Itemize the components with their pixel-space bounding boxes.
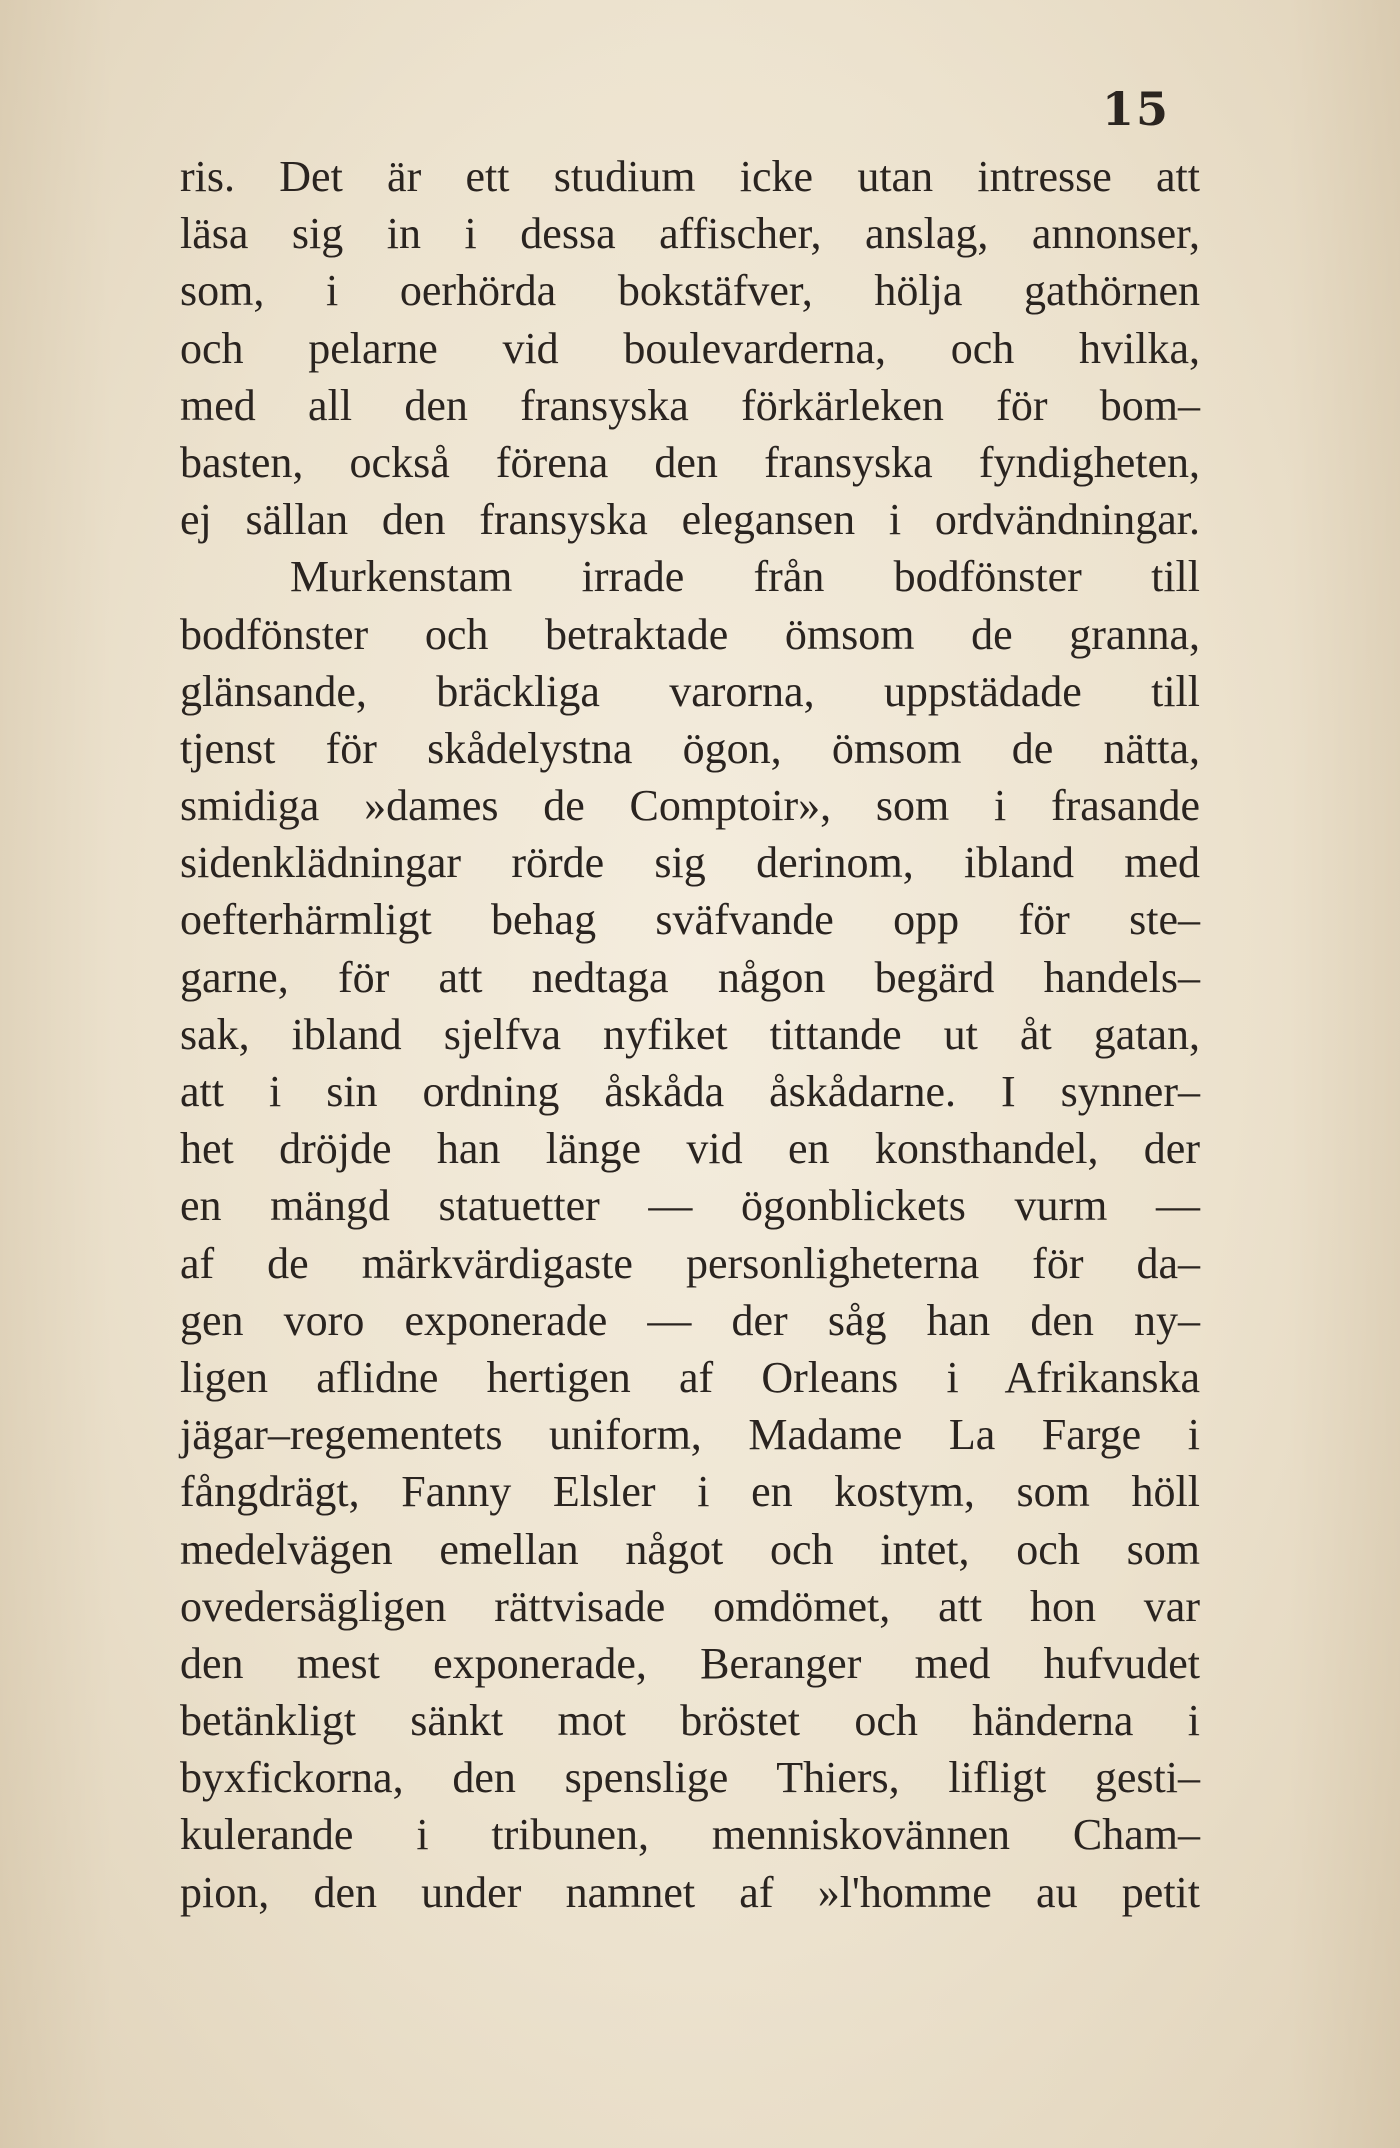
- text-line: bodfönster och betraktade ömsom de granna,: [180, 609, 1200, 659]
- text-line: som, i oerhörda bokstäfver, hölja gathörnen: [180, 266, 1200, 316]
- text-line: ligen aflidne hertigen af Orleans i Afrikanska: [180, 1352, 1200, 1402]
- text-line: betänkligt sänkt mot bröstet och händerna i: [180, 1696, 1200, 1746]
- text-line: oefterhärmligt behag sväfvande opp för ste–: [180, 895, 1200, 945]
- text-line: Murkenstam irrade från bodfönster till: [290, 552, 1200, 602]
- text-line: basten, också förena den fransyska fyndigheten,: [180, 437, 1200, 487]
- text-line: läsa sig in i dessa affischer, anslag, annonser,: [180, 209, 1200, 259]
- text-line: het dröjde han länge vid en konsthandel, der: [180, 1124, 1200, 1174]
- text-line: glänsande, bräckliga varorna, uppstädade till: [180, 666, 1200, 716]
- text-line: ris. Det är ett studium icke utan intresse att: [180, 152, 1200, 201]
- text-line: smidiga »dames de Comptoir», som i frasande: [180, 781, 1200, 831]
- text-line: en mängd statuetter — ögonblickets vurm —: [180, 1181, 1200, 1231]
- text-line: medelvägen emellan något och intet, och som: [180, 1524, 1200, 1574]
- text-line: den mest exponerade, Beranger med hufvudet: [180, 1638, 1200, 1688]
- text-line: kulerande i tribunen, menniskovännen Cham–: [180, 1810, 1200, 1860]
- body-text: [180, 148, 1200, 1921]
- text-line: tjenst för skådelystna ögon, ömsom de nätta,: [180, 723, 1200, 773]
- page-number: 15: [1101, 82, 1170, 136]
- text-line: sak, ibland sjelfva nyfiket tittande ut åt gatan,: [180, 1009, 1200, 1059]
- text-line: fångdrägt, Fanny Elsler i en kostym, som höll: [180, 1467, 1200, 1517]
- text-line: gen voro exponerade — der såg han den ny–: [180, 1295, 1200, 1345]
- text-line: ovedersägligen rättvisade omdömet, att hon var: [180, 1581, 1200, 1631]
- text-line: med all den fransyska förkärleken för bom–: [180, 380, 1200, 430]
- text-line: pion, den under namnet af »l'homme au petit: [180, 1867, 1200, 1917]
- text-line: ej sällan den fransyska elegansen i ordvändningar.: [180, 495, 1200, 545]
- text-line: garne, för att nedtaga någon begärd handels–: [180, 952, 1200, 1002]
- text-line: och pelarne vid boulevarderna, och hvilka,: [180, 323, 1200, 373]
- text-line: att i sin ordning åskåda åskådarne. I synner–: [180, 1067, 1200, 1116]
- text-line: jägar–regementets uniform, Madame La Farge i: [180, 1410, 1200, 1460]
- text-line: byxfickorna, den spenslige Thiers, lifligt gesti–: [180, 1753, 1200, 1803]
- text-line: sidenklädningar rörde sig derinom, ibland med: [180, 838, 1200, 888]
- text-line: af de märkvärdigaste personligheterna för da–: [180, 1238, 1200, 1288]
